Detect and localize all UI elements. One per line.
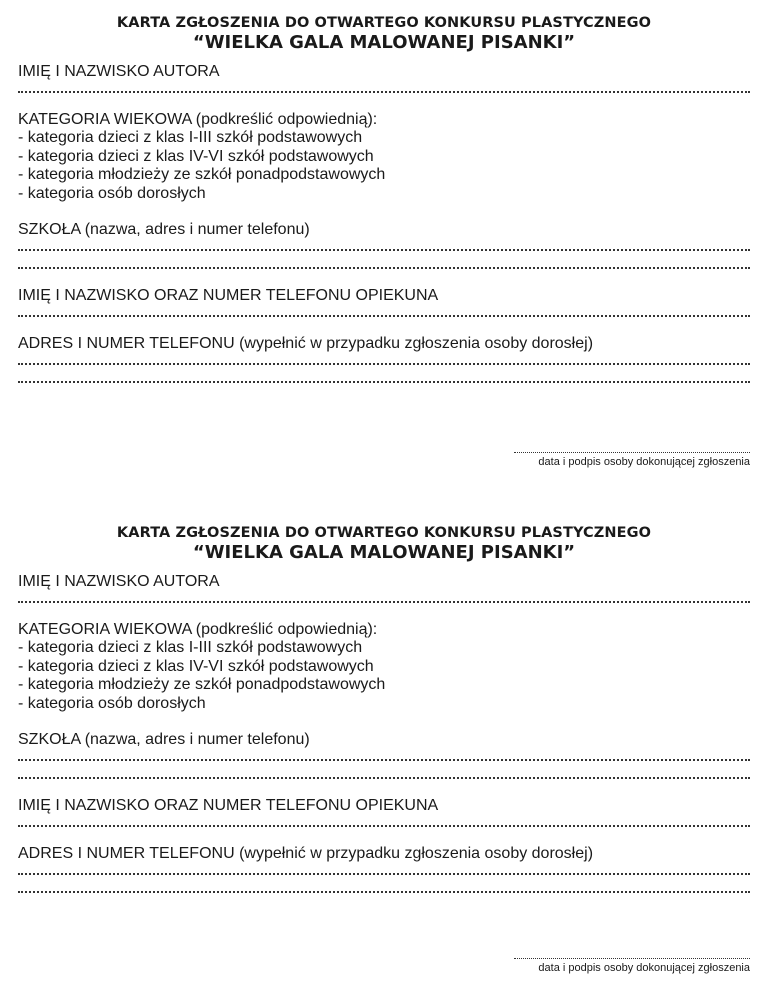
adult-address-field-line-1[interactable]	[18, 355, 750, 365]
guardian-field[interactable]	[18, 307, 750, 317]
guardian-field[interactable]	[18, 817, 750, 827]
adult-address-field-line-1[interactable]	[18, 865, 750, 875]
signature-field[interactable]	[514, 448, 750, 453]
school-field-line-1[interactable]	[18, 751, 750, 761]
author-field[interactable]	[18, 83, 750, 93]
school-field-line-2[interactable]	[18, 251, 750, 269]
category-option[interactable]: - kategoria dzieci z klas IV-VI szkół podstawowych	[18, 657, 374, 675]
category-label: KATEGORIA WIEKOWA (podkreślić odpowiednią):	[18, 111, 378, 128]
entry-form-card-1	[18, 14, 750, 468]
form-title: KARTA ZGŁOSZENIA DO OTWARTEGO KONKURSU PLASTYCZNEGO	[116, 525, 652, 541]
guardian-label: IMIĘ I NAZWISKO ORAZ NUMER TELEFONU OPIEKUNA	[18, 797, 439, 814]
category-option[interactable]: - kategoria młodzieży ze szkół ponadpodstawowych	[18, 166, 386, 183]
author-label: IMIĘ I NAZWISKO AUTORA	[18, 573, 220, 590]
signature-caption: data i podpis osoby dokonującej zgłoszenia	[538, 456, 750, 468]
category-option[interactable]: - kategoria młodzieży ze szkół ponadpodstawowych	[18, 676, 386, 693]
category-option[interactable]: - kategoria dzieci z klas I-III szkół podstawowych	[18, 129, 363, 146]
adult-address-field-line-2[interactable]	[18, 365, 750, 383]
category-option[interactable]: - kategoria dzieci z klas IV-VI szkół podstawowych	[18, 147, 374, 165]
category-list	[18, 639, 750, 713]
form-title: KARTA ZGŁOSZENIA DO OTWARTEGO KONKURSU PLASTYCZNEGO	[116, 15, 652, 31]
guardian-label: IMIĘ I NAZWISKO ORAZ NUMER TELEFONU OPIEKUNA	[18, 287, 439, 304]
author-field[interactable]	[18, 593, 750, 603]
school-field-line-1[interactable]	[18, 241, 750, 251]
category-list	[18, 129, 750, 203]
category-option[interactable]: - kategoria osób dorosłych	[18, 184, 206, 202]
adult-address-field-line-2[interactable]	[18, 875, 750, 893]
adult-address-label: ADRES I NUMER TELEFONU (wypełnić w przypadku zgłoszenia osoby dorosłej)	[18, 335, 594, 352]
category-option[interactable]: - kategoria osób dorosłych	[18, 694, 206, 712]
signature-field[interactable]	[514, 954, 750, 959]
entry-form-card-2	[18, 524, 750, 974]
signature-caption: data i podpis osoby dokonującej zgłoszenia	[538, 962, 750, 974]
contest-name: “WIELKA GALA MALOWANEJ PISANKI”	[192, 542, 576, 563]
category-option[interactable]: - kategoria dzieci z klas I-III szkół podstawowych	[18, 639, 363, 656]
adult-address-label: ADRES I NUMER TELEFONU (wypełnić w przypadku zgłoszenia osoby dorosłej)	[18, 845, 594, 862]
author-label: IMIĘ I NAZWISKO AUTORA	[18, 63, 220, 80]
school-label: SZKOŁA (nazwa, adres i numer telefonu)	[18, 731, 310, 748]
contest-name: “WIELKA GALA MALOWANEJ PISANKI”	[192, 32, 576, 53]
signature-block	[514, 448, 750, 469]
category-label: KATEGORIA WIEKOWA (podkreślić odpowiednią):	[18, 621, 378, 638]
school-label: SZKOŁA (nazwa, adres i numer telefonu)	[18, 221, 310, 238]
signature-block	[514, 954, 750, 975]
school-field-line-2[interactable]	[18, 761, 750, 779]
